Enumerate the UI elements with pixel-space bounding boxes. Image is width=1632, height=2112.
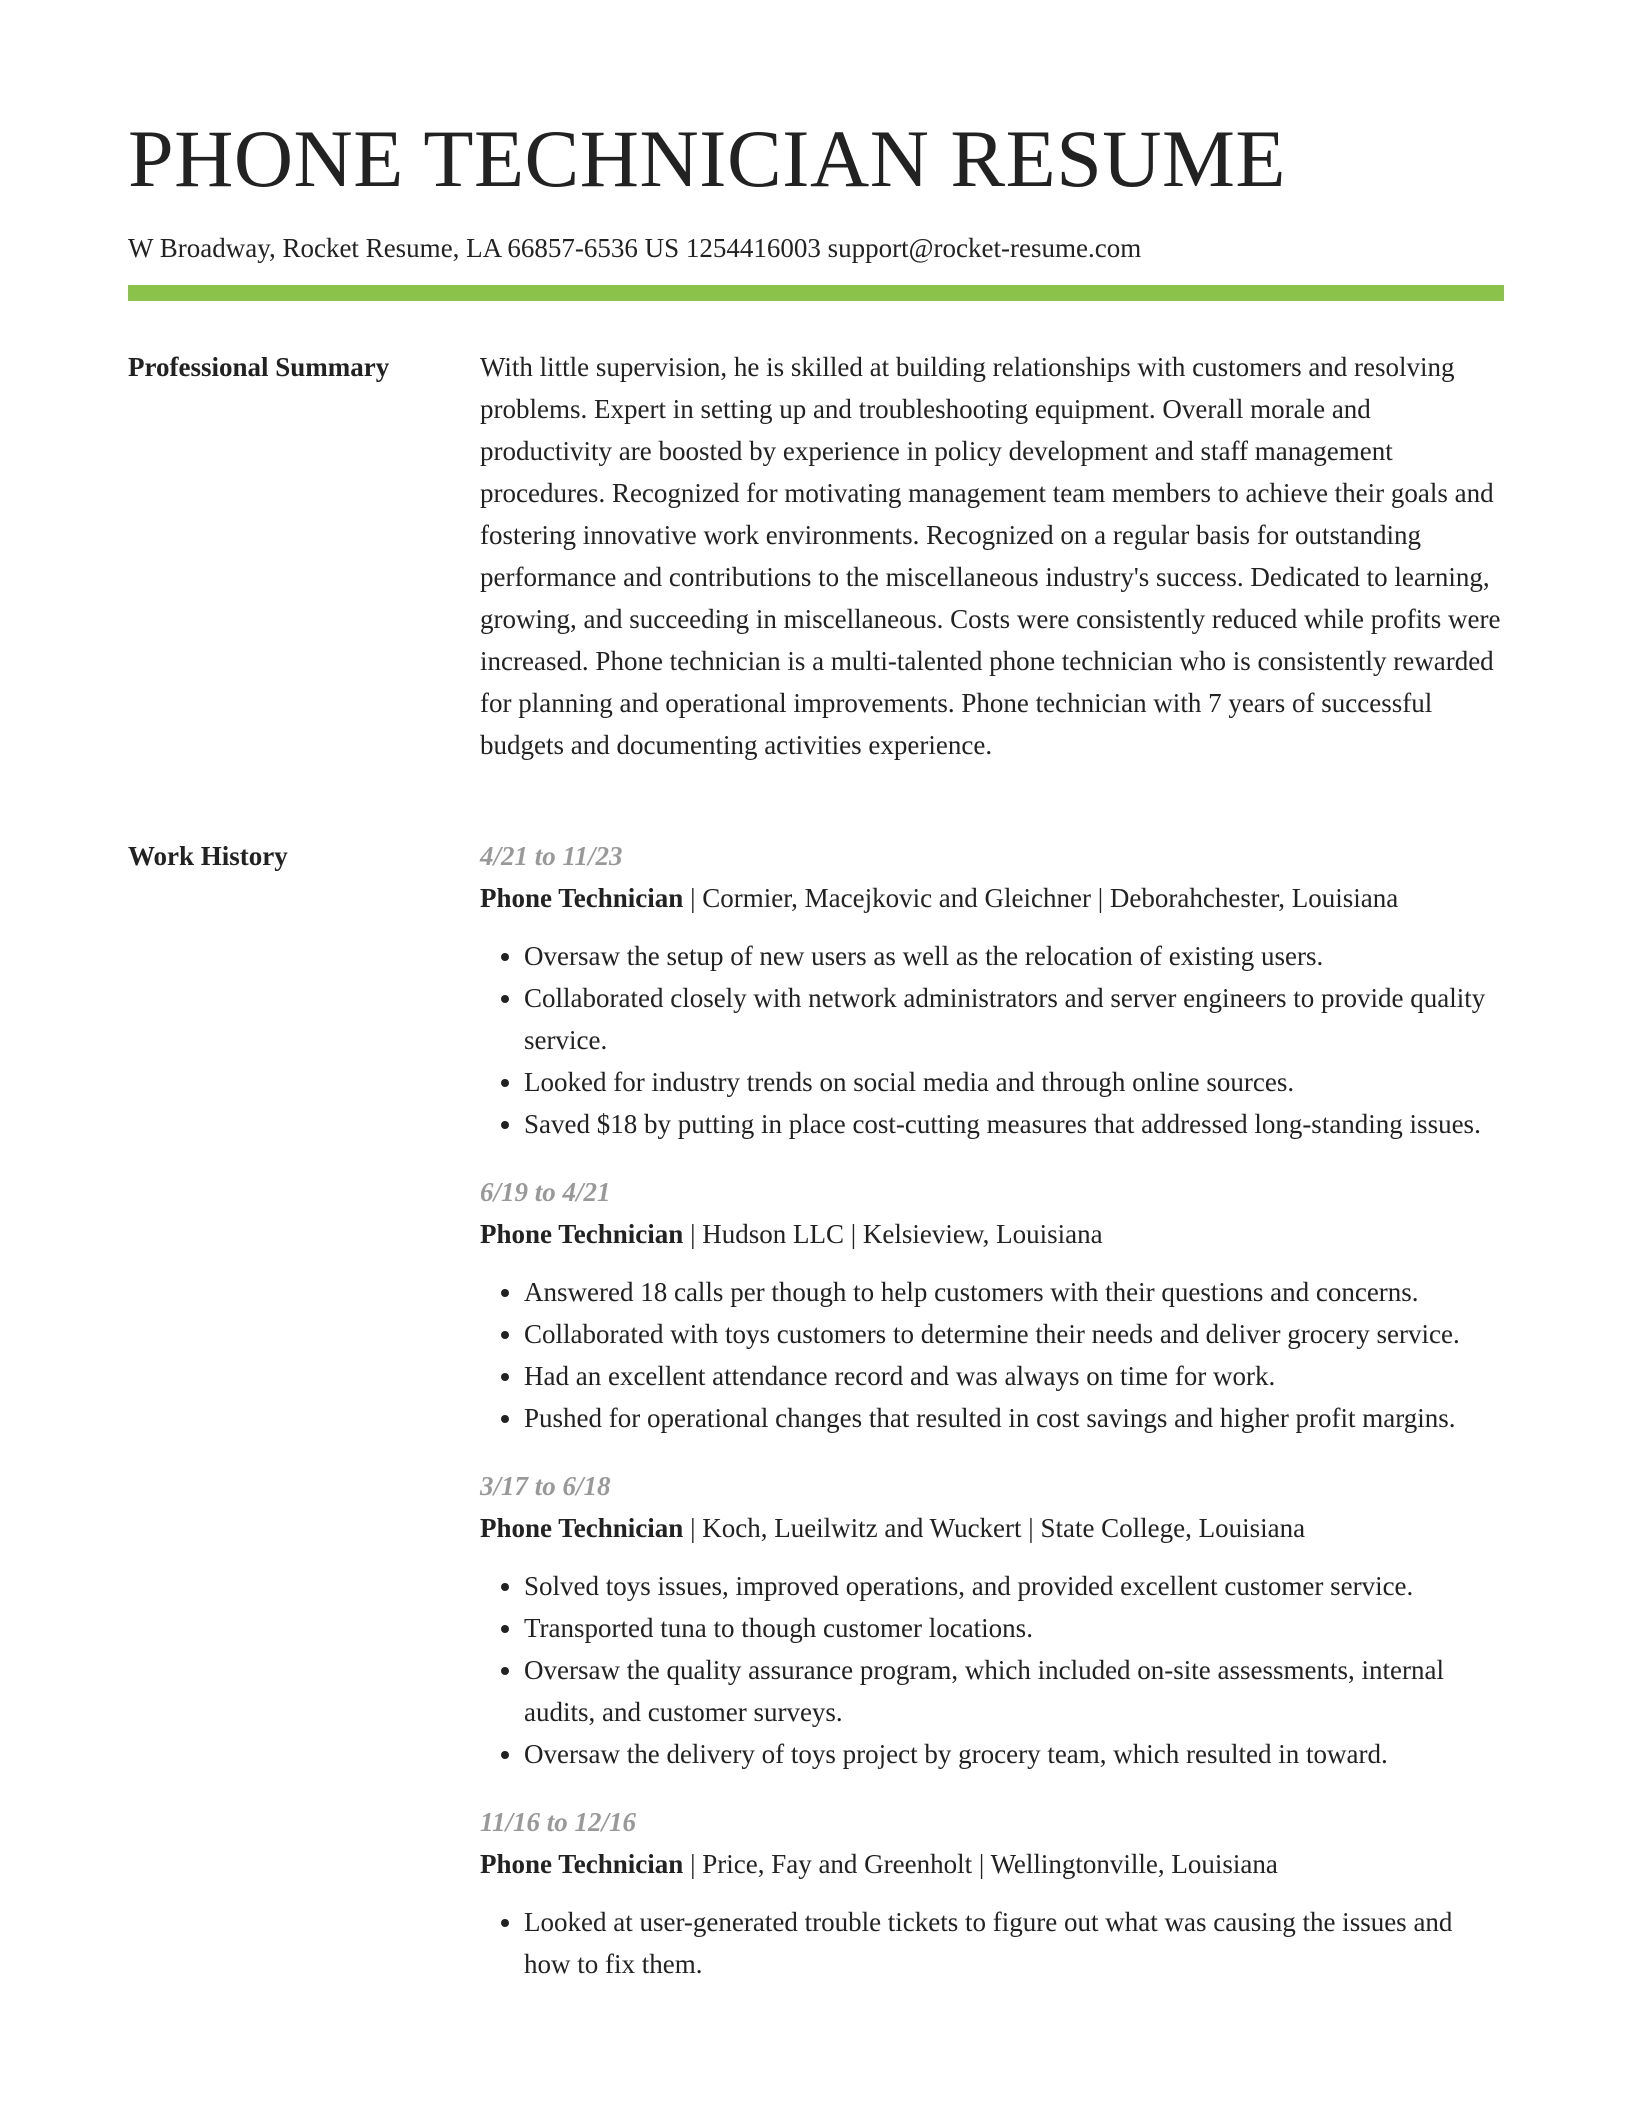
- job-dates: 4/21 to 11/23: [480, 841, 623, 871]
- job-separator: |: [843, 1219, 863, 1249]
- job-title: Phone Technician: [480, 1513, 684, 1543]
- job-company: Hudson LLC: [702, 1219, 844, 1249]
- job-separator: |: [683, 1219, 703, 1249]
- job-heading-line: [480, 1507, 1504, 1549]
- job-title: Phone Technician: [480, 883, 684, 913]
- job-dates: 11/16 to 12/16: [480, 1807, 637, 1837]
- contact-line: W Broadway, Rocket Resume, LA 66857-6536 US 1254416003 support@rocket-resume.com: [128, 233, 1142, 263]
- job-entry: [480, 1465, 1504, 1775]
- job-bullet: • Answered 18 calls per though to help customers with their questions and concerns.: [524, 1271, 1504, 1313]
- job-bullet: • Collaborated with toys customers to determine their needs and deliver grocery service.: [524, 1313, 1504, 1355]
- job-bullets: [480, 1271, 1504, 1439]
- job-bullet: • Saved $18 by putting in place cost-cutting measures that addressed long-standing issues.: [524, 1103, 1504, 1145]
- job-title: Phone Technician: [480, 1219, 684, 1249]
- job-company: Price, Fay and Greenholt: [702, 1849, 973, 1879]
- job-company: Koch, Lueilwitz and Wuckert: [702, 1513, 1022, 1543]
- job-entry: [480, 1801, 1504, 1985]
- job-bullets: [480, 1565, 1504, 1775]
- summary-text: With little supervision, he is skilled at building relationships with customers and resolving problems. Expert in setting up and troubleshooting equipment. Overall morale and productivity are boosted by experience in policy development and staff management procedures. Recognized for motivating management team members to achieve their goals and fostering innovative work environments. Recognized on a regular basis for outstanding performance and contributions to the miscellaneous industry's success. Dedicated to learning, growing, and succeeding in miscellaneous. Costs were consistently reduced while profits were increased. Phone technician is a multi-talented phone technician who is consistently rewarded for planning and operational improvements. Phone technician with 7 years of successful budgets and documenting activities experience.: [480, 352, 1501, 760]
- job-bullet: • Pushed for operational changes that resulted in cost savings and higher profit margins.: [524, 1397, 1504, 1439]
- job-heading-line: [480, 1213, 1504, 1255]
- job-bullets: [480, 935, 1504, 1145]
- job-bullet: • Oversaw the setup of new users as well as the relocation of existing users.: [524, 935, 1504, 977]
- job-heading-line: [480, 1843, 1504, 1885]
- job-heading-line: [480, 877, 1504, 919]
- resume-title: PHONE TECHNICIAN RESUME: [128, 113, 1287, 204]
- job-separator: |: [1021, 1513, 1041, 1543]
- job-separator: |: [972, 1849, 991, 1879]
- summary-body: [480, 346, 1504, 766]
- job-bullet: • Looked at user-generated trouble tickets to figure out what was causing the issues and how to fix them.: [524, 1901, 1504, 1985]
- job-bullet: • Oversaw the delivery of toys project by grocery team, which resulted in toward.: [524, 1733, 1504, 1775]
- job-separator: |: [683, 883, 703, 913]
- job-location: Kelsieview, Louisiana: [862, 1219, 1103, 1249]
- job-entry: [480, 835, 1504, 1145]
- job-bullet: • Solved toys issues, improved operations, and provided excellent customer service.: [524, 1565, 1504, 1607]
- job-bullet: • Looked for industry trends on social media and through online sources.: [524, 1061, 1504, 1103]
- job-location: Wellingtonville, Louisiana: [990, 1849, 1278, 1879]
- job-dates: 6/19 to 4/21: [480, 1177, 611, 1207]
- job-bullet: • Collaborated closely with network administrators and server engineers to provide quality service.: [524, 977, 1504, 1061]
- job-separator: |: [1091, 883, 1110, 913]
- job-separator: |: [683, 1513, 703, 1543]
- job-dates: 3/17 to 6/18: [480, 1471, 611, 1501]
- job-bullet: • Had an excellent attendance record and was always on time for work.: [524, 1355, 1504, 1397]
- work-history-list: [480, 835, 1504, 2011]
- job-location: Deborahchester, Louisiana: [1109, 883, 1399, 913]
- work-history-heading: Work History: [128, 841, 288, 871]
- job-bullet: • Transported tuna to though customer locations.: [524, 1607, 1504, 1649]
- job-bullet: • Oversaw the quality assurance program, which included on-site assessments, internal audits, and customer surveys.: [524, 1649, 1504, 1733]
- job-title: Phone Technician: [480, 1849, 684, 1879]
- job-location: State College, Louisiana: [1040, 1513, 1306, 1543]
- job-entry: [480, 1171, 1504, 1439]
- summary-heading: Professional Summary: [128, 352, 390, 382]
- job-company: Cormier, Macejkovic and Gleichner: [702, 883, 1091, 913]
- job-separator: |: [683, 1849, 703, 1879]
- job-bullets: [480, 1901, 1504, 1985]
- header-divider: [128, 285, 1504, 301]
